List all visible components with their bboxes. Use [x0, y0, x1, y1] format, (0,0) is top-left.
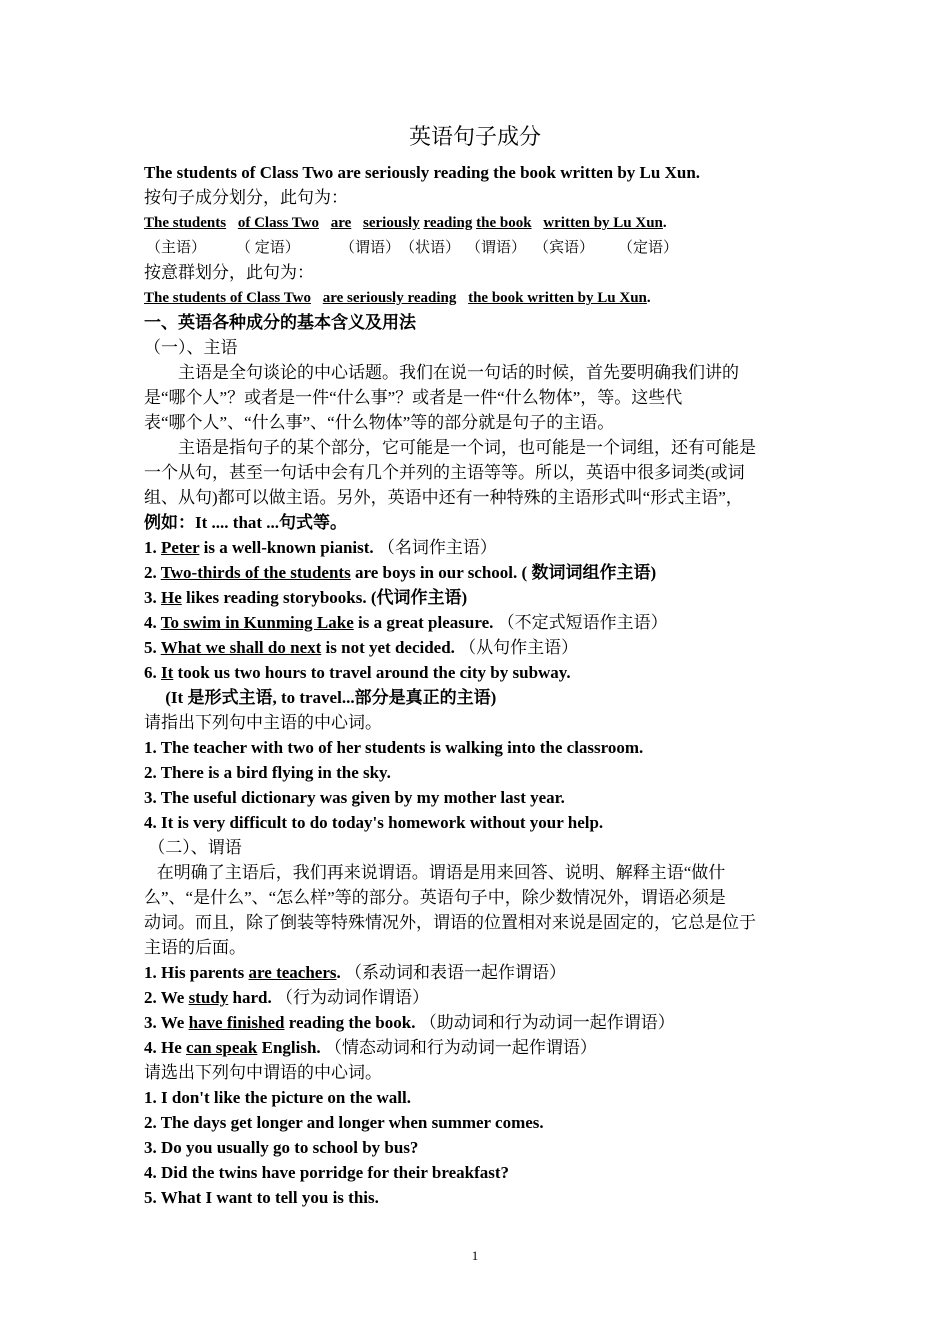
- exercise-item: 1. I don't like the picture on the wall.: [144, 1088, 411, 1107]
- meaning-groups: [144, 286, 814, 310]
- example-predicate: have finished: [188, 1013, 285, 1032]
- by-group-intro: 按意群划分，此句为：: [144, 263, 314, 282]
- section-heading: 一、英语各种成分的基本含义及用法: [144, 313, 416, 332]
- example-rest: likes reading storybooks.: [181, 588, 371, 607]
- paragraph-line: 动词。而且，除了倒装等特殊情况外，谓语的位置相对来说是固定的，它总是位于: [144, 913, 756, 932]
- example-rest: reading the book.: [284, 1013, 420, 1032]
- exercise-item: 3. Do you usually go to school by bus?: [144, 1138, 419, 1157]
- example-rest: hard.: [228, 988, 276, 1007]
- paragraph-line: 主语是指句子的某个部分，它可能是一个词，也可能是一个词组，还有可能是: [144, 438, 756, 457]
- example-number: 1.: [144, 538, 161, 557]
- example-note: （系动词和表语一起作谓语）: [345, 963, 566, 982]
- paragraph-line: 组、从句)都可以做主语。另外，英语中还有一种特殊的主语形式叫“形式主语”，: [144, 488, 743, 507]
- paragraph-line: 主语的后面。: [144, 938, 246, 957]
- example-number: 6.: [144, 663, 161, 682]
- example-subject: To swim in Kunming Lake: [160, 613, 354, 632]
- example-rest: .: [336, 963, 345, 982]
- example-note: （助动词和行为动词一起作谓语）: [419, 1013, 675, 1032]
- role-label: （主语）: [146, 240, 207, 256]
- example-sentence: The students of Class Two are seriously reading the book written by Lu Xun.: [144, 163, 701, 182]
- paragraph-line: 主语是全句谈论的中心话题。我们在说一句话的时候，首先要明确我们讲的: [144, 363, 739, 382]
- example-subject: Peter: [161, 538, 200, 557]
- predicate-example: [144, 1036, 814, 1060]
- example-lead: 1. His parents: [144, 963, 249, 982]
- subject-example: [144, 586, 814, 610]
- segment-period: .: [662, 215, 667, 231]
- document-title: 英语句子成分: [408, 125, 541, 150]
- example-note: （名词作主语）: [377, 538, 497, 557]
- example-rest: took us two hours to travel around the city by subway.: [173, 663, 571, 682]
- example-number: 2.: [144, 563, 161, 582]
- subject-example: [144, 611, 814, 635]
- role-label: （ 定语）: [236, 240, 300, 256]
- exercise-heading: 请指出下列句中主语的中心词。: [144, 713, 382, 732]
- example-note: （情态动词和行为动词一起作谓语）: [324, 1038, 597, 1057]
- example-number: 5.: [144, 638, 161, 657]
- component-segments: [144, 211, 814, 235]
- example-note: （不定式短语作主语）: [497, 613, 668, 632]
- paragraph-line: 一个从句，甚至一句话中会有几个并列的主语等等。所以，英语中很多词类(或词: [144, 463, 745, 482]
- example-subject: Two-thirds of the students: [160, 563, 351, 582]
- segment: seriously: [363, 215, 420, 231]
- segment: The students: [144, 215, 227, 231]
- example-note: ( 数词词组作主语): [521, 563, 657, 582]
- example-rest: English.: [257, 1038, 325, 1057]
- group: the book written by Lu Xun: [468, 290, 647, 306]
- example-subject: What we shall do next: [160, 638, 322, 657]
- example-rest: are boys in our school.: [350, 563, 522, 582]
- role-label: （宾语）: [534, 240, 595, 256]
- example-predicate: can speak: [186, 1038, 258, 1057]
- exercise-item: 2. There is a bird flying in the sky.: [144, 763, 391, 782]
- example-number: 3.: [144, 588, 161, 607]
- example-rest: is not yet decided.: [321, 638, 460, 657]
- exercise-item: 2. The days get longer and longer when summer comes.: [144, 1113, 544, 1132]
- subsection-heading-predicate: （二）、谓语: [144, 838, 242, 857]
- paragraph-line: 在明确了主语后，我们再来说谓语。谓语是用来回答、说明、解释主语“做什: [144, 863, 726, 882]
- group: The students of Class Two: [144, 290, 311, 306]
- role-label: （定语）: [618, 240, 679, 256]
- example-predicate: study: [188, 988, 229, 1007]
- example-subject: It: [161, 663, 174, 682]
- example-rest: is a well-known pianist.: [199, 538, 378, 557]
- example-lead: 3. We: [144, 1013, 189, 1032]
- example-lead: 2. We: [144, 988, 189, 1007]
- segment: are: [330, 215, 352, 231]
- paragraph-line: 例如：It .... that ...句式等。: [144, 513, 348, 532]
- predicate-example: [144, 986, 814, 1010]
- example-lead: 4. He: [144, 1038, 187, 1057]
- segment: the book: [476, 215, 532, 231]
- subject-example: [144, 536, 814, 560]
- exercise-heading: 请选出下列句中谓语的中心词。: [144, 1063, 382, 1082]
- page-number: 1: [471, 1248, 479, 1263]
- example-note: （从句作主语）: [459, 638, 579, 657]
- subject-example: [144, 561, 814, 585]
- subject-example: [144, 636, 814, 660]
- predicate-example: [144, 961, 814, 985]
- paragraph-line: 么”、“是什么”、“怎么样”等的部分。英语句子中，除少数情况外，谓语必须是: [144, 888, 726, 907]
- exercise-item: 3. The useful dictionary was given by my mother last year.: [144, 788, 565, 807]
- group: are seriously reading: [322, 290, 457, 306]
- example-number: 4.: [144, 613, 161, 632]
- by-component-intro: 按句子成分划分，此句为：: [144, 188, 348, 207]
- exercise-item: 4. Did the twins have porridge for their breakfast?: [144, 1163, 510, 1182]
- paragraph-line: 表“哪个人”、“什么事”、“什么物体”等的部分就是句子的主语。: [144, 413, 615, 432]
- segment: of Class Two: [237, 215, 319, 231]
- segment: reading: [423, 215, 473, 231]
- exercise-item: 1. The teacher with two of her students is walking into the classroom.: [144, 738, 644, 757]
- subject-example: [144, 661, 814, 685]
- exercise-item: 5. What I want to tell you is this.: [144, 1188, 379, 1207]
- example-rest: is a great pleasure.: [353, 613, 498, 632]
- example-subject: He: [161, 588, 182, 607]
- example-note: (代词作主语): [370, 588, 468, 607]
- segment: written by Lu Xun: [543, 215, 663, 231]
- group-period: .: [646, 290, 651, 306]
- subsection-heading-subject: （一）、主语: [144, 338, 238, 357]
- role-label: （谓语）: [466, 240, 527, 256]
- paragraph-line: 是“哪个人”？或者是一件“什么事”？或者是一件“什么物体”，等。这些代: [144, 388, 683, 407]
- exercise-item: 4. It is very difficult to do today's homework without your help.: [144, 813, 604, 832]
- example-predicate: are teachers: [248, 963, 337, 982]
- formal-subject-note: (It 是形式主语, to travel...部分是真正的主语): [144, 688, 497, 707]
- predicate-example: [144, 1011, 814, 1035]
- example-note: （行为动词作谓语）: [275, 988, 429, 1007]
- role-label: （状语）: [400, 240, 461, 256]
- role-label: （谓语）: [340, 240, 401, 256]
